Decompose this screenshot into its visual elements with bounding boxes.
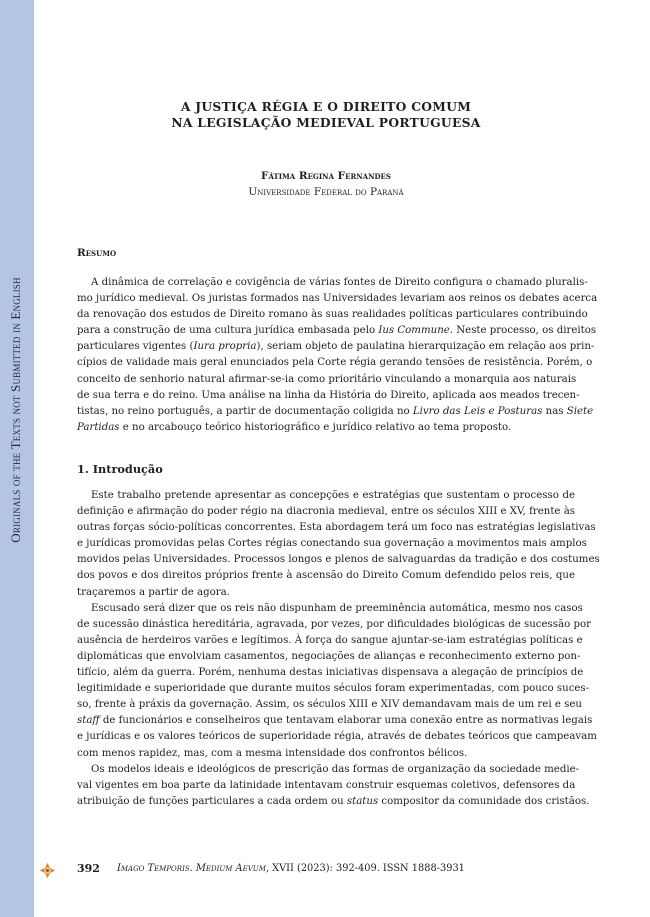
author-affiliation: Universidade Federal do Paraná xyxy=(248,186,404,198)
page-number: 392 xyxy=(77,862,100,875)
text-line: definição e afirmação do poder régio na diacronia medieval, entre os séculos XIII e XV, frente às xyxy=(77,506,575,518)
italic-term: Iura propria xyxy=(193,341,257,353)
text-line: cípios de validade mais geral enunciados pela Corte régia gerando tensões de resistência. Porém, o xyxy=(77,357,593,369)
sidebar-label: Originals of the Texts not Submitted in English xyxy=(8,277,23,543)
text-line: tifício, além da guerra. Porém, nenhuma destas iniciativas dispensava a alegação de princípios de xyxy=(77,667,584,679)
text-line: Escusado será dizer que os reis não dispunham de preeminência automática, mesmo nos casos xyxy=(91,602,583,614)
text-line: outras forças sócio-políticas concorrentes. Esta abordagem terá um foco nas estratégias legislativas xyxy=(77,522,596,534)
italic-term: Ius Commune xyxy=(378,325,450,337)
section-heading: 1. Introdução xyxy=(77,462,163,476)
article-title xyxy=(77,99,575,131)
text-line: Este trabalho pretende apresentar as concepções e estratégias que sustentam o processo de xyxy=(91,490,575,501)
text-line xyxy=(77,713,593,729)
italic-term: Siete xyxy=(566,405,594,417)
text-run: para a construção de uma cultura jurídica embasada pelo xyxy=(77,325,379,337)
text-line: ausência de herdeiros varões e legítimos. À força do sangue ajuntar-se-iam estratégias políticas e xyxy=(77,634,583,646)
sidebar-band xyxy=(0,0,34,917)
text-run: e no arcabouço teórico historiográfico e jurídico relativo ao tema proposto. xyxy=(119,421,512,433)
text-line: A dinâmica de correlação e covigência de várias fontes de Direito configura o chamado pluralis- xyxy=(91,277,588,288)
text-line: Os modelos ideais e ideológicos de prescrição das formas de organização da sociedade medie- xyxy=(91,763,580,775)
text-line: e jurídicas e os valores teóricos de superioridade régia, através de debates teóricos que campeavam xyxy=(77,731,597,743)
author-block xyxy=(77,168,575,200)
text-line: conceito de senhorio natural afirmar-se-ia como prioritário vinculando a monarquia aos naturais xyxy=(77,373,577,385)
text-line: com menos rapidez, mas, com a mesma intensidade dos confrontos bélicos. xyxy=(77,747,468,759)
text-line xyxy=(77,339,595,355)
text-line: e jurídicas promovidas pelas Cortes régias conectando sua governação a movimentos mais amplos xyxy=(77,538,587,550)
text-line: de sua terra e do reino. Uma análise na linha da História do Direito, aplicada aos meados trecen- xyxy=(77,389,580,401)
text-line: so, frente à práxis da governação. Assim, os séculos XIII e XIV demandavam mais de um rei e seu xyxy=(77,699,582,711)
text-line xyxy=(77,420,575,436)
ornament-icon xyxy=(39,862,56,879)
text-line: mo jurídico medieval. Os juristas formados nas Universidades levariam aos reinos os debates acerca xyxy=(77,293,598,305)
journal-name: Imago Temporis. Medium Aevum xyxy=(117,863,266,874)
text-line: legitimidade e superioridade que durante muitos séculos foram experimentadas, com pouco suces- xyxy=(77,683,590,695)
text-line: de sucessão dinástica hereditária, agravada, por vezes, por dificuldades biológicas de sucessão por xyxy=(77,618,591,630)
text-line: traçaremos a partir de agora. xyxy=(77,586,230,598)
text-run: ), seriam objeto de paulatina hierarquização em relação aos prin- xyxy=(256,341,595,353)
author-name: Fátima Regina Fernandes xyxy=(261,170,391,182)
text-line xyxy=(77,323,597,339)
italic-term: Partidas xyxy=(77,421,120,433)
text-line xyxy=(77,794,590,810)
text-run: particulares vigentes ( xyxy=(77,341,194,353)
text-line: movidos pelas Universidades. Processos longos e plenos de salvaguardas da tradição e dos costumes xyxy=(77,554,600,566)
text-line: dos povos e dos direitos próprios frente à ascensão do Direito Comum defendido pelos reis, que xyxy=(77,570,575,582)
text-line: da renovação dos estudos de Direito romano às suas realidades políticas particulares contribuindo xyxy=(77,309,588,321)
text-run: de funcionários e conselheiros que tentavam elaborar uma conexão entre as normativas legais xyxy=(99,715,593,727)
title-line-2: NA LEGISLAÇÃO MEDIEVAL PORTUGUESA xyxy=(171,115,481,130)
text-run: . Neste processo, os direitos xyxy=(449,325,597,337)
text-run: compositor da comunidade dos cristãos. xyxy=(378,795,590,807)
journal-details: , XVII (2023): 392-409. ISSN 1888-3931 xyxy=(265,863,465,874)
title-line-1: A JUSTIÇA RÉGIA E O DIREITO COMUM xyxy=(180,99,472,114)
italic-term: status xyxy=(346,795,379,807)
section-body xyxy=(77,488,600,810)
text-line: diplomáticas que envolviam casamentos, negociações de alianças e reconhecimento externo pon- xyxy=(77,650,581,662)
text-line xyxy=(77,404,594,420)
italic-term: Livro das Leis e Posturas xyxy=(412,405,543,417)
journal-citation xyxy=(117,863,465,874)
text-line: val vigentes em boa parte da latinidade intentavam construir esquemas coletivos, defensores da xyxy=(77,779,576,791)
italic-term: staff xyxy=(77,715,100,727)
text-run: nas xyxy=(542,405,567,417)
text-run: atribuição de funções particulares a cada ordem ou xyxy=(77,795,347,807)
abstract-heading: Resumo xyxy=(77,247,117,259)
text-run: tistas, no reino português, a partir de documentação coligida no xyxy=(77,405,413,417)
abstract-body xyxy=(77,275,598,436)
